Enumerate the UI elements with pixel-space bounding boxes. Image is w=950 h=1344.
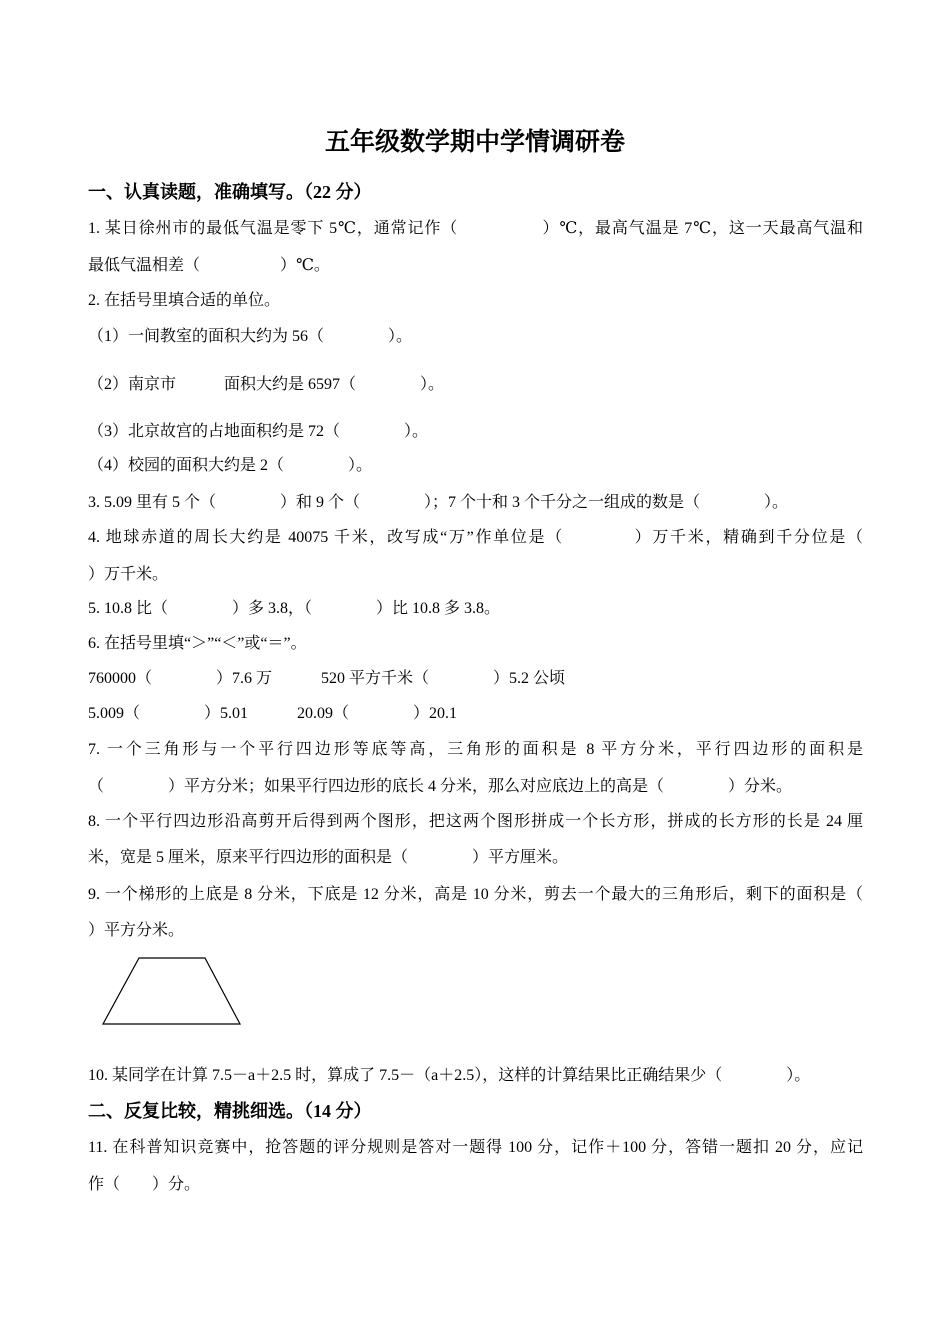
- section-2-heading: 二、反复比较，精挑细选。（14 分）: [88, 1101, 372, 1121]
- question-2-item-4: （4）校园的面积大约是 2（ ）。: [88, 457, 373, 474]
- section-1-heading: 一、认真读题，准确填写。（22 分）: [88, 182, 372, 202]
- question-7-line-1: 7. 一个三角形与一个平行四边形等底等高，三角形的面积是 8 平方分米，平行四边形的面积是: [88, 741, 863, 758]
- trapezoid-outline: [103, 958, 240, 1024]
- question-1-line-2: 最低气温相差（ ）℃。: [88, 257, 330, 274]
- question-4-line-1: 4. 地球赤道的周长大约是 40075 千米，改写成“万”作单位是（ ）万千米，精确到千分位是（: [88, 529, 863, 546]
- question-2-item-2: （2）南京市 面积大约是 6597（ ）。: [88, 376, 445, 393]
- trapezoid-figure: [100, 955, 245, 1029]
- question-4-line-2: ）万千米。: [88, 566, 169, 583]
- question-8-line-2: 米，宽是 5 厘米，原来平行四边形的面积是（ ）平方厘米。: [88, 849, 569, 866]
- question-1-line-1: 1. 某日徐州市的最低气温是零下 5℃，通常记作（ ）℃，最高气温是 7℃，这一天最高气温和: [88, 220, 863, 237]
- question-2-stem: 2. 在括号里填合适的单位。: [88, 292, 281, 309]
- question-11-line-2: 作（ ）分。: [88, 1176, 201, 1193]
- question-8-line-1: 8. 一个平行四边形沿高剪开后得到两个图形，把这两个图形拼成一个长方形，拼成的长方形的长是 24 厘: [88, 813, 863, 830]
- question-5: 5. 10.8 比（ ）多 3.8，（ ）比 10.8 多 3.8。: [88, 600, 501, 617]
- question-6-row-2-right: 20.09（ ）20.1: [297, 705, 458, 722]
- question-6-row-1-right: 520 平方千米（ ）5.2 公顷: [321, 670, 566, 687]
- question-9-line-2: ）平方分米。: [88, 922, 185, 939]
- question-9-line-1: 9. 一个梯形的上底是 8 分米，下底是 12 分米，高是 10 分米，剪去一个最大的三角形后，剩下的面积是（: [88, 886, 863, 903]
- question-6-row-2-left: 5.009（ ）5.01: [88, 705, 249, 722]
- question-2-item-1: （1）一间教室的面积大约为 56（ ）。: [88, 328, 413, 345]
- question-6-row-1-left: 760000（ ）7.6 万: [88, 670, 273, 687]
- question-7-line-2: （ ）平方分米；如果平行四边形的底长 4 分米，那么对应底边上的高是（ ）分米。: [88, 778, 793, 795]
- question-6-stem: 6. 在括号里填“＞”“＜”或“＝”。: [88, 635, 307, 652]
- exam-title: 五年级数学期中学情调研卷: [324, 129, 625, 156]
- question-3: 3. 5.09 里有 5 个（ ）和 9 个（ ）；7 个十和 3 个千分之一组成的数是（ ）。: [88, 494, 789, 511]
- question-10: 10. 某同学在计算 7.5－a＋2.5 时，算成了 7.5－（a＋2.5），这样的计算结果比正确结果少（ ）。: [88, 1067, 811, 1084]
- question-11-line-1: 11. 在科普知识竞赛中，抢答题的评分规则是答对一题得 100 分，记作＋100 分，答错一题扣 20 分，应记: [88, 1139, 863, 1156]
- question-2-item-3: （3）北京故宫的占地面积约是 72（ ）。: [88, 423, 429, 440]
